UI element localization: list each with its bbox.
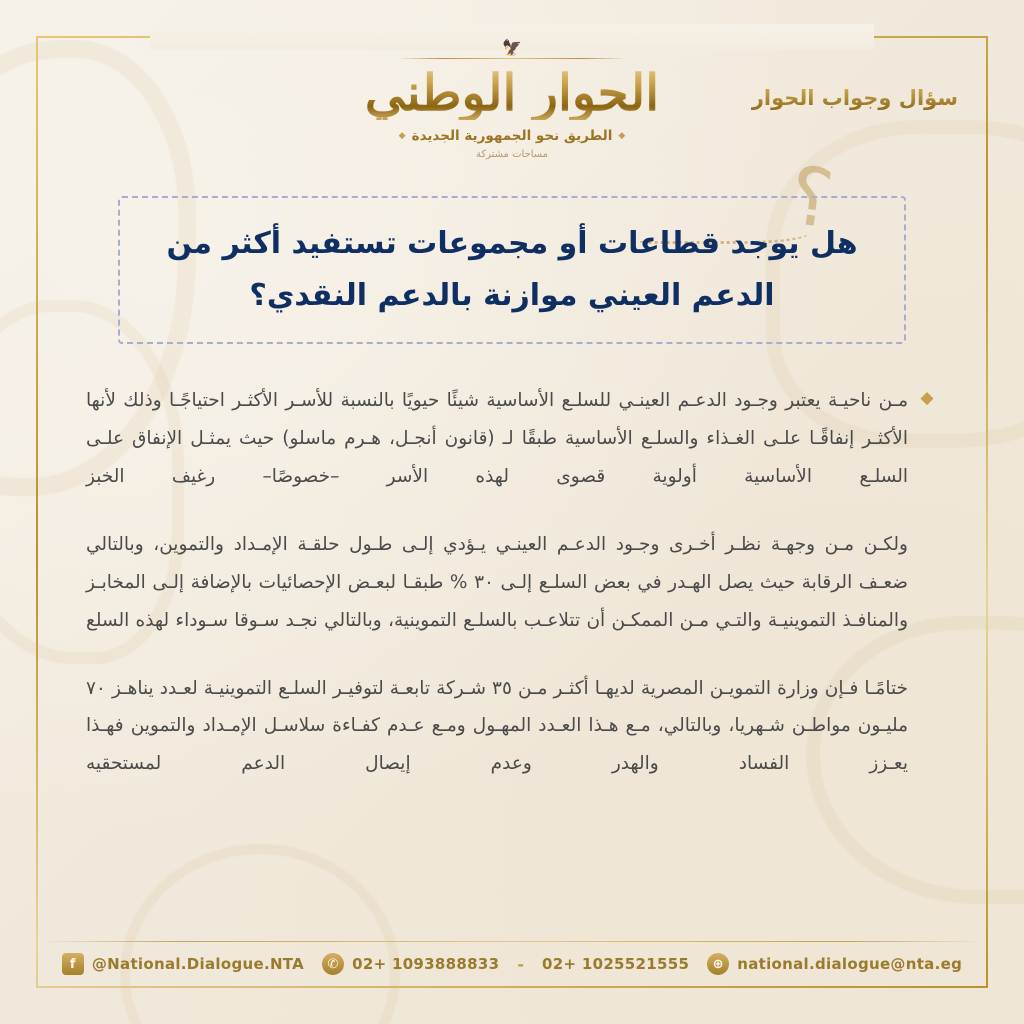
footer-phone[interactable] — [542, 955, 689, 973]
answer-content — [86, 382, 938, 813]
facebook-icon: f — [62, 953, 84, 975]
diamond-icon: ◆ — [618, 131, 626, 141]
footer-phone-label: 02+ 1025521555 — [541, 955, 690, 973]
footer-separator: - — [517, 954, 524, 974]
logo-divider — [397, 58, 627, 59]
qa-label: سؤال وجواب الحوار — [744, 84, 966, 112]
paragraph-text: ختامًـا فـإن وزارة التمويـن المصرية لديهـا أكثـر مـن ٣٥ شـركة تابعـة لتوفيـر السلـع التموينيـة لعـدد يناهـز ٧٠ مليـون مواطـن شـهريا، وبالتالي، مـع هـذا العـدد المهـول ومـع عـدم كفـاءة سلاسـل الإمـداد والتموين فهـذا يعـزز الفساد والهدر وعدم إيصال الدعم لمستحقيه — [86, 677, 908, 775]
globe-icon: ⊕ — [707, 953, 729, 975]
paragraph-text: مـن ناحيـة يعتبر وجـود الدعـم العينـي للسلـع الأساسية شيئًا حيويًا بالنسبة للأسـر الأكثـر احتياجًـا وذلك لأنها الأكثـر إنفاقًـا علـى الغـذاء والسلـع الأساسية طبقًا لـ (قانون أنجـل، هـرم ماسلو) حيث يمثـل الإنفاق علـى السلـع الأساسية أولوية قصوى لهذه الأسر –خصوصًا– رغيف الخبز — [86, 390, 908, 487]
logo-subtitle-text: الطريق نحو الجمهورية الجديدة — [411, 128, 613, 144]
whatsapp-icon: ✆ — [322, 953, 344, 975]
footer-facebook[interactable] — [62, 953, 304, 975]
poster-header — [0, 38, 1024, 247]
paragraph-row — [86, 382, 938, 496]
diamond-icon: ◆ — [398, 131, 406, 141]
diamond-bullet-icon: ◆ — [920, 388, 934, 408]
question-text: هل يوجد قطاعات أو مجموعات تستفيد أكثر من الدعم العيني موازنة بالدعم النقدي؟ — [166, 225, 858, 313]
brand-logo — [342, 40, 682, 160]
footer-email-label: national.dialogue@nta.eg — [737, 955, 963, 973]
egypt-eagle-crest-icon: 🦅 — [502, 38, 522, 57]
logo-subtitle — [342, 128, 682, 144]
paragraph-row — [86, 670, 938, 784]
footer-email[interactable] — [707, 953, 962, 975]
footer-contacts — [60, 942, 964, 986]
background-swirl-decor — [120, 844, 400, 1024]
question-mark-icon: ؟ — [783, 148, 839, 247]
question-box — [118, 196, 906, 344]
paragraph-text: ولكـن مـن وجهـة نظـر أخـرى وجـود الدعـم العينـي يـؤدي إلـى طـول حلقـة الإمـداد والتموين، وبالتالي ضعـف الرقابة حيث يصل الهـدر في بعض السلـع إلـى ٣٠ % طبقـا لبعـض الإحصائيات بالإضافة إلـى المخابـز والمنافـذ التموينيـة والتـي مـن الممكـن أن تتلاعـب بالسلـع التموينية، وبالتالي نجـد سـوقا سـوداء لهذه السلع — [86, 533, 908, 631]
footer-whatsapp-label: 02+ 1093888833 — [352, 955, 500, 973]
logo-tagline: مساحات مشتركة — [475, 149, 549, 160]
paragraph-row — [86, 526, 938, 640]
footer-whatsapp[interactable] — [322, 953, 499, 975]
footer-facebook-label: @National.Dialogue.NTA — [91, 955, 305, 973]
logo-title: الحوار الوطني — [342, 65, 682, 120]
